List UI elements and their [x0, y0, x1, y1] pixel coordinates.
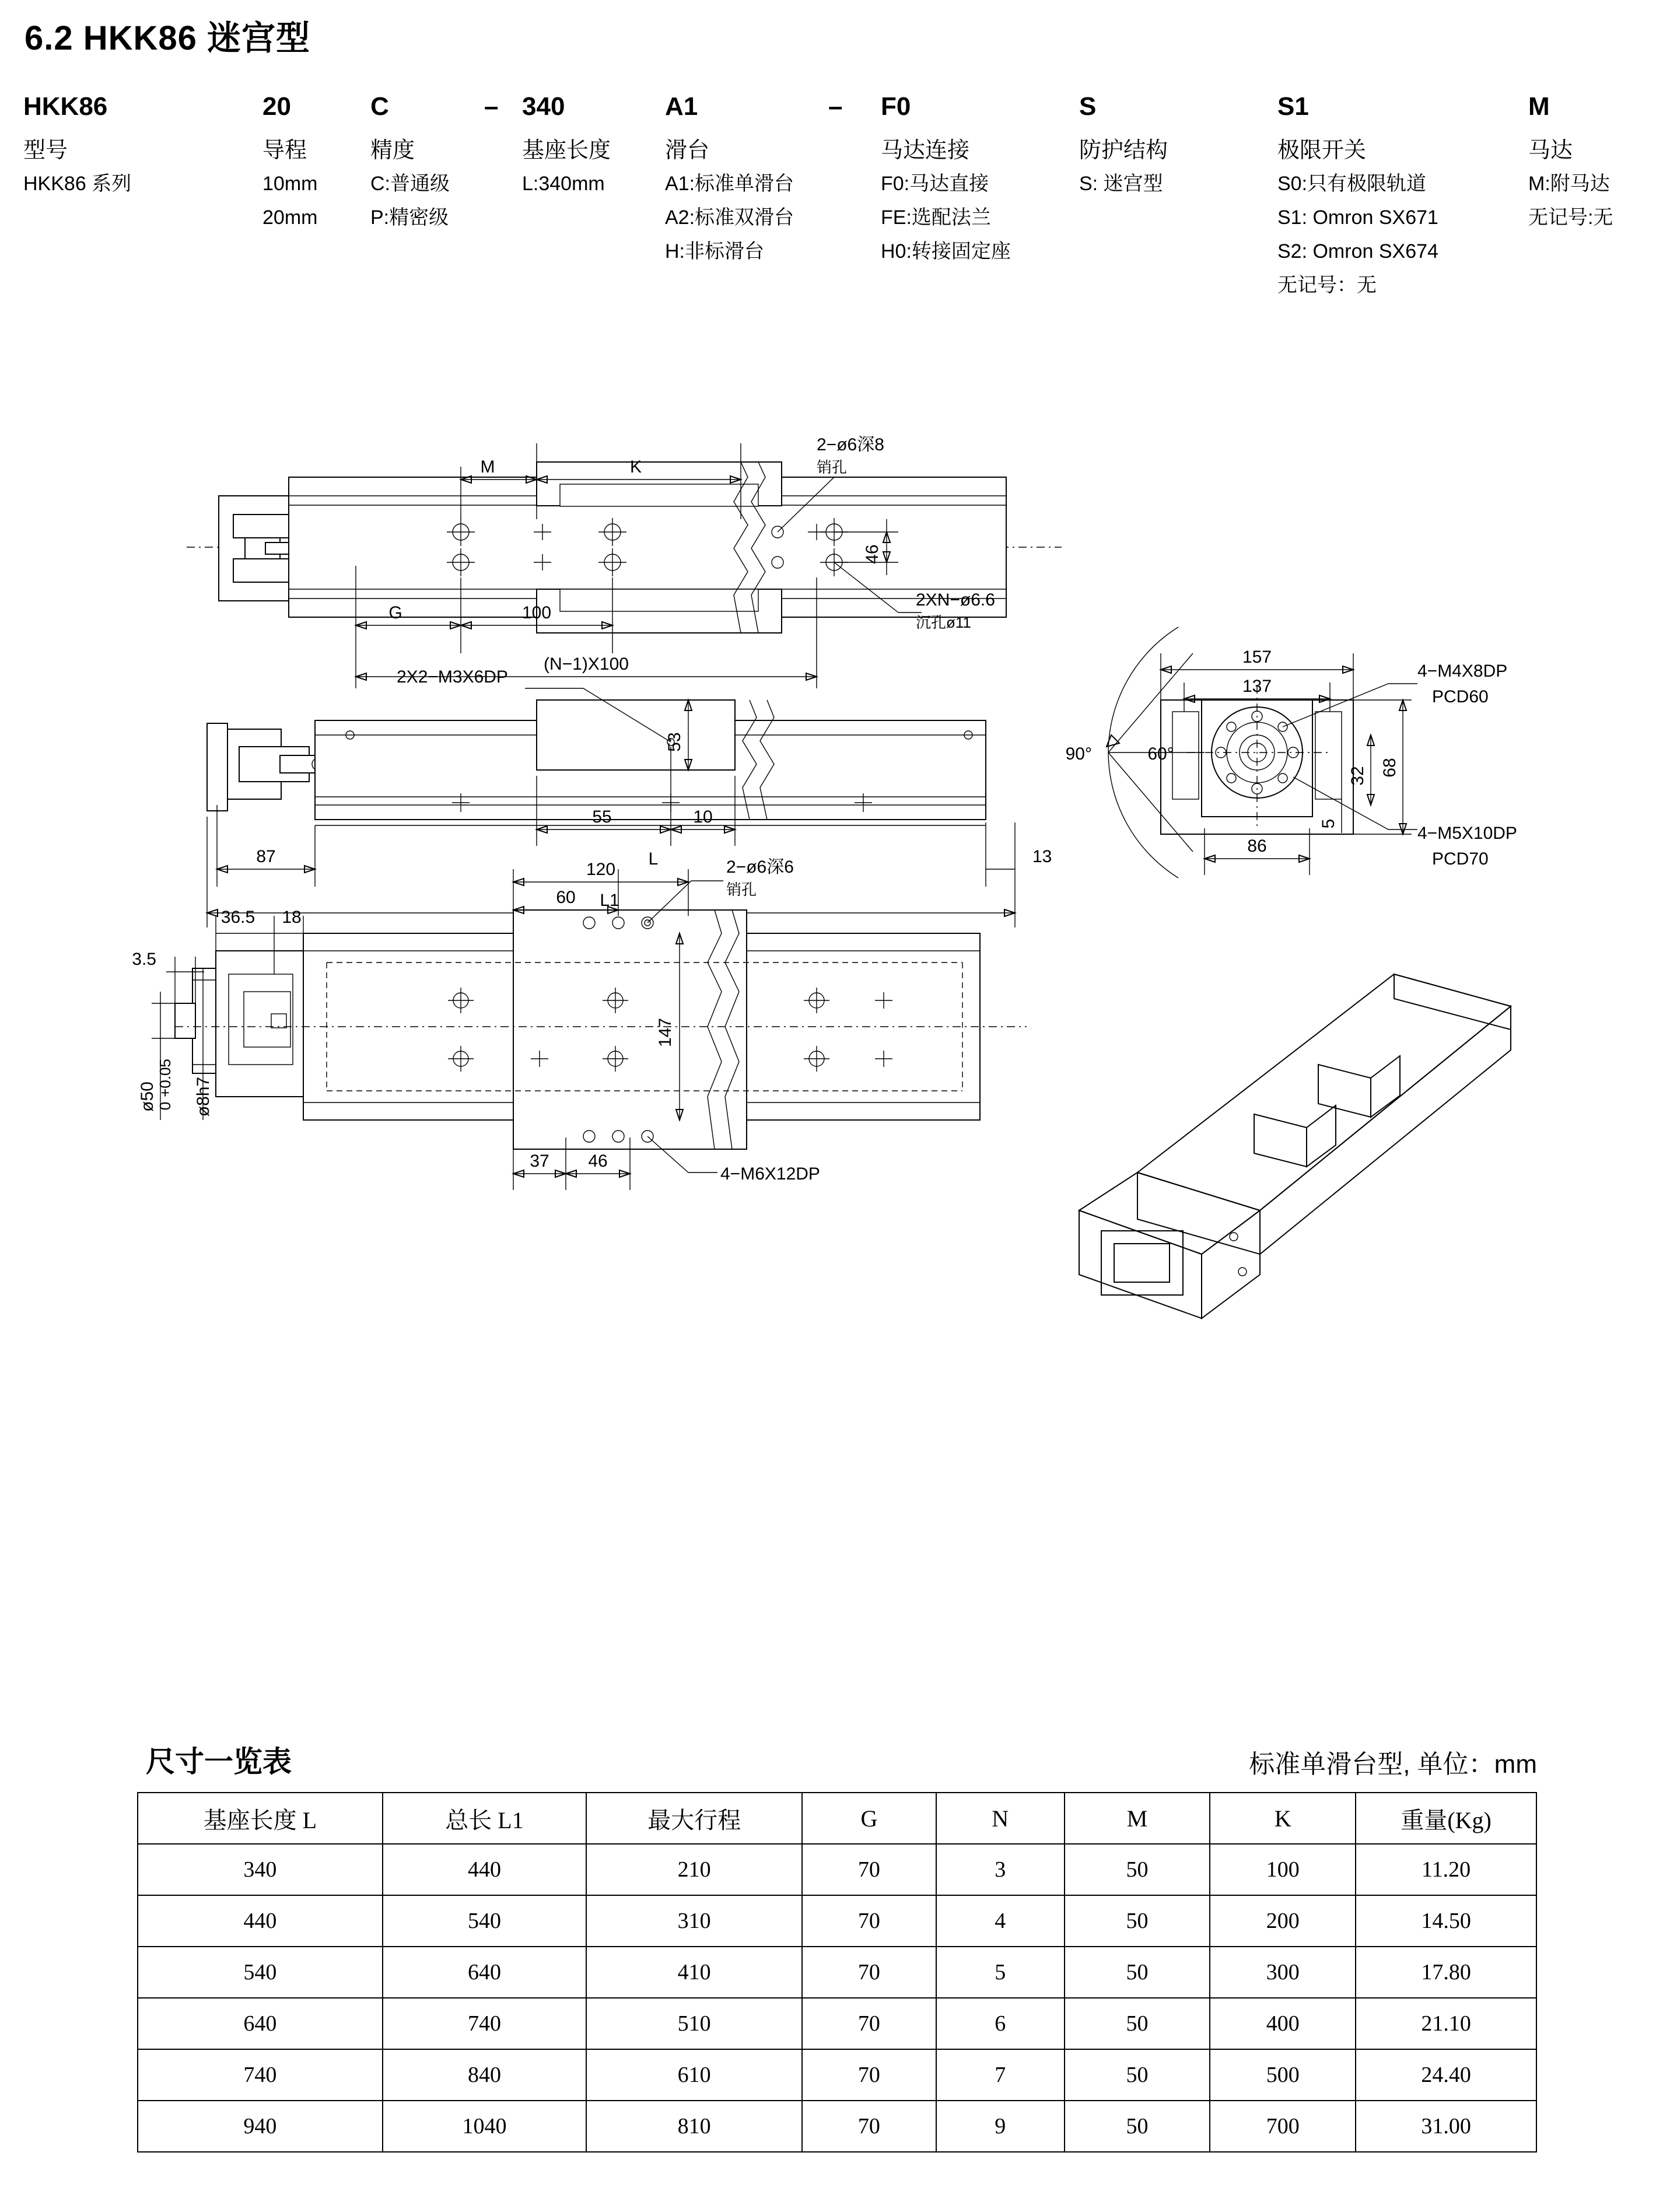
model-code-col-0: [23, 92, 131, 198]
model-code-key: 340: [522, 92, 565, 121]
cell-stroke: 210: [586, 1844, 802, 1895]
dim-M-label: M: [480, 457, 495, 477]
annot-pinhole-top: 2−ø6深8: [817, 435, 884, 454]
dim-137-label: 137: [1242, 677, 1272, 696]
model-code-line: S1: Omron SX671: [1277, 206, 1438, 229]
model-code-line: P:精密级: [370, 206, 449, 229]
cell-M: 50: [1065, 2101, 1210, 2152]
cell-L1: 440: [383, 1844, 587, 1895]
model-code-head: 基座长度: [522, 138, 611, 163]
cell-L1: 540: [383, 1895, 587, 1947]
model-code-head: 马达连接: [881, 138, 970, 163]
col-header-N: N: [936, 1793, 1065, 1844]
dim-46-bottom-label: 46: [588, 1152, 608, 1171]
model-code-line: S0:只有极限轨道: [1277, 173, 1427, 195]
model-code-line: 无记号:无: [1528, 206, 1613, 229]
dim-bore-label: ø8h7: [194, 1076, 213, 1117]
cell-stroke: 310: [586, 1895, 802, 1947]
model-code-dash-1: [484, 92, 498, 121]
cell-K: 300: [1210, 1947, 1356, 1998]
cell-M: 50: [1065, 1844, 1210, 1895]
cell-K: 400: [1210, 1998, 1356, 2049]
col-header-G: G: [802, 1793, 936, 1844]
cell-M: 50: [1065, 2049, 1210, 2101]
model-code-col-8: [1528, 92, 1613, 232]
annot-counterbore: 2XN−ø6.6: [916, 590, 995, 610]
model-code-key: M: [1528, 92, 1550, 121]
cell-L: 440: [138, 1895, 383, 1947]
cell-L1: 640: [383, 1947, 587, 1998]
dim-87-label: 87: [256, 847, 276, 866]
model-code-line: A2:标准双滑台: [665, 206, 794, 229]
model-code-col-6: [1079, 92, 1168, 198]
model-code-line: C:普通级: [370, 173, 450, 195]
model-code-head: 滑台: [665, 138, 710, 163]
cell-K: 700: [1210, 2101, 1356, 2152]
product-photo: [1079, 974, 1511, 1318]
dimension-table: [137, 1792, 1537, 2152]
model-code-key: F0: [881, 92, 911, 121]
model-code-head: 导程: [262, 138, 307, 163]
annot-pinhole-bottom-sub: 销孔: [726, 881, 757, 898]
cell-L: 340: [138, 1844, 383, 1895]
cell-L: 640: [138, 1998, 383, 2049]
angle-90-label: 90°: [1065, 744, 1092, 764]
dim-5-label: 5: [1319, 818, 1338, 829]
cell-N: 7: [936, 2049, 1065, 2101]
table-row: [138, 1947, 1536, 1998]
annot-pinhole-bottom: 2−ø6深6: [726, 858, 794, 877]
table-row: [138, 1844, 1536, 1895]
cell-G: 70: [802, 1998, 936, 2049]
annot-pcd70: PCD70: [1432, 849, 1489, 869]
cell-stroke: 410: [586, 1947, 802, 1998]
dim-120-label: 120: [586, 860, 616, 879]
cell-weight: 11.20: [1356, 1844, 1536, 1895]
model-code-col-5: [881, 92, 1011, 265]
table-row: [138, 1998, 1536, 2049]
annot-m5: 4−M5X10DP: [1417, 824, 1517, 843]
model-code-head: 型号: [23, 138, 68, 163]
model-code-line: L:340mm: [522, 173, 605, 195]
cell-weight: 21.10: [1356, 1998, 1536, 2049]
dim-K-label: K: [629, 457, 642, 477]
cell-stroke: 610: [586, 2049, 802, 2101]
model-code-key: S: [1079, 92, 1097, 121]
cell-stroke: 810: [586, 2101, 802, 2152]
model-code-line: F0:马达直接: [881, 173, 989, 195]
annot-pcd60: PCD60: [1432, 687, 1489, 706]
model-code-line: S2: Omron SX674: [1277, 240, 1438, 262]
cell-G: 70: [802, 1844, 936, 1895]
front-view-drawing: [207, 667, 1052, 928]
section-title-text: HKK86 迷宫型: [83, 19, 311, 57]
model-code-line: FE:选配法兰: [881, 206, 991, 229]
table-row: [138, 2101, 1536, 2152]
cell-L1: 840: [383, 2049, 587, 2101]
dim-G-label: G: [388, 603, 402, 622]
bottom-view-drawing: [132, 858, 1027, 1190]
model-code-dash-2: [828, 92, 842, 121]
cell-L: 940: [138, 2101, 383, 2152]
model-code-line: 20mm: [262, 206, 318, 229]
model-code-line: HKK86 系列: [23, 173, 132, 195]
model-code-line: S: 迷宫型: [1079, 173, 1163, 195]
dim-shaft-tol-up: +0.05: [156, 1059, 174, 1097]
model-code-line: H:非标滑台: [665, 240, 764, 262]
model-code-key: C: [370, 92, 389, 121]
model-code-col-1: [262, 92, 317, 232]
annot-pinhole-top-sub: 销孔: [817, 459, 848, 476]
dim-32-label: 32: [1348, 766, 1367, 786]
model-code-line: A1:标准单滑台: [665, 173, 794, 195]
cell-L: 540: [138, 1947, 383, 1998]
model-code-key: –: [828, 92, 843, 121]
cell-N: 4: [936, 1895, 1065, 1947]
model-code-head: 马达: [1528, 138, 1573, 163]
page-title: [24, 10, 310, 60]
dim-shaft-tol-dn: 0: [156, 1101, 174, 1111]
model-code-col-7: [1277, 92, 1438, 299]
col-header-L1: 总长 L1: [383, 1793, 587, 1844]
model-code-key: –: [484, 92, 499, 121]
dimension-table-note: 标准单滑台型, 单位：mm: [1249, 1750, 1537, 1779]
cell-M: 50: [1065, 1895, 1210, 1947]
dimension-table-title: 尺寸一览表: [146, 1745, 292, 1778]
model-code-key: A1: [665, 92, 698, 121]
model-code-col-3: [522, 92, 611, 198]
dim-100-label: 100: [521, 603, 552, 622]
section-number: 6.2: [24, 19, 73, 57]
dim-13-label: 13: [1032, 847, 1052, 866]
cell-weight: 31.00: [1356, 2101, 1536, 2152]
dim-157-label: 157: [1242, 648, 1272, 667]
model-code-col-4: [665, 92, 794, 265]
dim-60-label: 60: [556, 888, 576, 907]
angle-60-label: 60°: [1147, 744, 1174, 764]
annot-m4: 4−M4X8DP: [1417, 662, 1508, 681]
cell-G: 70: [802, 1895, 936, 1947]
cell-K: 200: [1210, 1895, 1356, 1947]
model-code-col-2: [370, 92, 450, 232]
dim-18-label: 18: [282, 908, 302, 927]
dim-shaft-label: ø50: [138, 1082, 157, 1112]
dim-53-label: 53: [665, 732, 684, 752]
dim-147-label: 147: [656, 1017, 675, 1048]
dim-86-label: 86: [1247, 836, 1267, 856]
dim-L1-label: L1: [600, 891, 619, 910]
cell-N: 6: [936, 1998, 1065, 2049]
cell-stroke: 510: [586, 1998, 802, 2049]
cell-K: 500: [1210, 2049, 1356, 2101]
col-header-M: M: [1065, 1793, 1210, 1844]
dim-3_5-label: 3.5: [132, 950, 156, 969]
cell-M: 50: [1065, 1947, 1210, 1998]
dim-L-label: L: [648, 849, 659, 869]
table-row: [138, 1895, 1536, 1947]
model-code-head: 防护结构: [1079, 138, 1168, 163]
col-header-K: K: [1210, 1793, 1356, 1844]
cell-weight: 14.50: [1356, 1895, 1536, 1947]
cell-weight: 24.40: [1356, 2049, 1536, 2101]
technical-drawings: [0, 327, 1677, 1738]
cell-G: 70: [802, 2101, 936, 2152]
cell-G: 70: [802, 1947, 936, 1998]
annot-counterbore-sub: 沉孔ø11: [916, 614, 971, 631]
col-header-stroke: 最大行程: [586, 1793, 802, 1844]
model-code-line: M:附马达: [1528, 173, 1610, 195]
table-row: [138, 2049, 1536, 2101]
top-view-drawing: [187, 435, 1062, 688]
dim-10-label: 10: [693, 807, 713, 827]
cell-N: 9: [936, 2101, 1065, 2152]
col-header-weight: 重量(Kg): [1356, 1793, 1536, 1844]
model-code-key: HKK86: [23, 92, 108, 121]
model-code-head: 精度: [370, 138, 415, 163]
dim-span-label: (N−1)X100: [544, 654, 629, 674]
model-code-line: H0:转接固定座: [881, 240, 1011, 262]
annot-m6: 4−M6X12DP: [720, 1164, 820, 1184]
cell-K: 100: [1210, 1844, 1356, 1895]
cell-weight: 17.80: [1356, 1947, 1536, 1998]
cell-G: 70: [802, 2049, 936, 2101]
side-view-drawing: [1066, 627, 1517, 878]
model-code-key: S1: [1277, 92, 1309, 121]
model-code-key: 20: [262, 92, 291, 121]
col-header-L: 基座长度 L: [138, 1793, 383, 1844]
dim-37-label: 37: [530, 1152, 549, 1171]
model-code-head: 极限开关: [1277, 138, 1367, 163]
cell-L: 740: [138, 2049, 383, 2101]
dim-36_5-label: 36.5: [220, 908, 255, 927]
dim-55-label: 55: [592, 807, 612, 827]
dim-68-label: 68: [1380, 758, 1399, 778]
cell-M: 50: [1065, 1998, 1210, 2049]
cell-N: 3: [936, 1844, 1065, 1895]
table-header-row: [138, 1793, 1536, 1844]
cell-L1: 740: [383, 1998, 587, 2049]
annot-tap-m3: 2X2−M3X6DP: [397, 667, 508, 687]
dim-46-label: 46: [863, 544, 882, 564]
model-code-line: 10mm: [262, 173, 318, 195]
cell-N: 5: [936, 1947, 1065, 1998]
model-code-line: 无记号：无: [1277, 274, 1377, 296]
cell-L1: 1040: [383, 2101, 587, 2152]
